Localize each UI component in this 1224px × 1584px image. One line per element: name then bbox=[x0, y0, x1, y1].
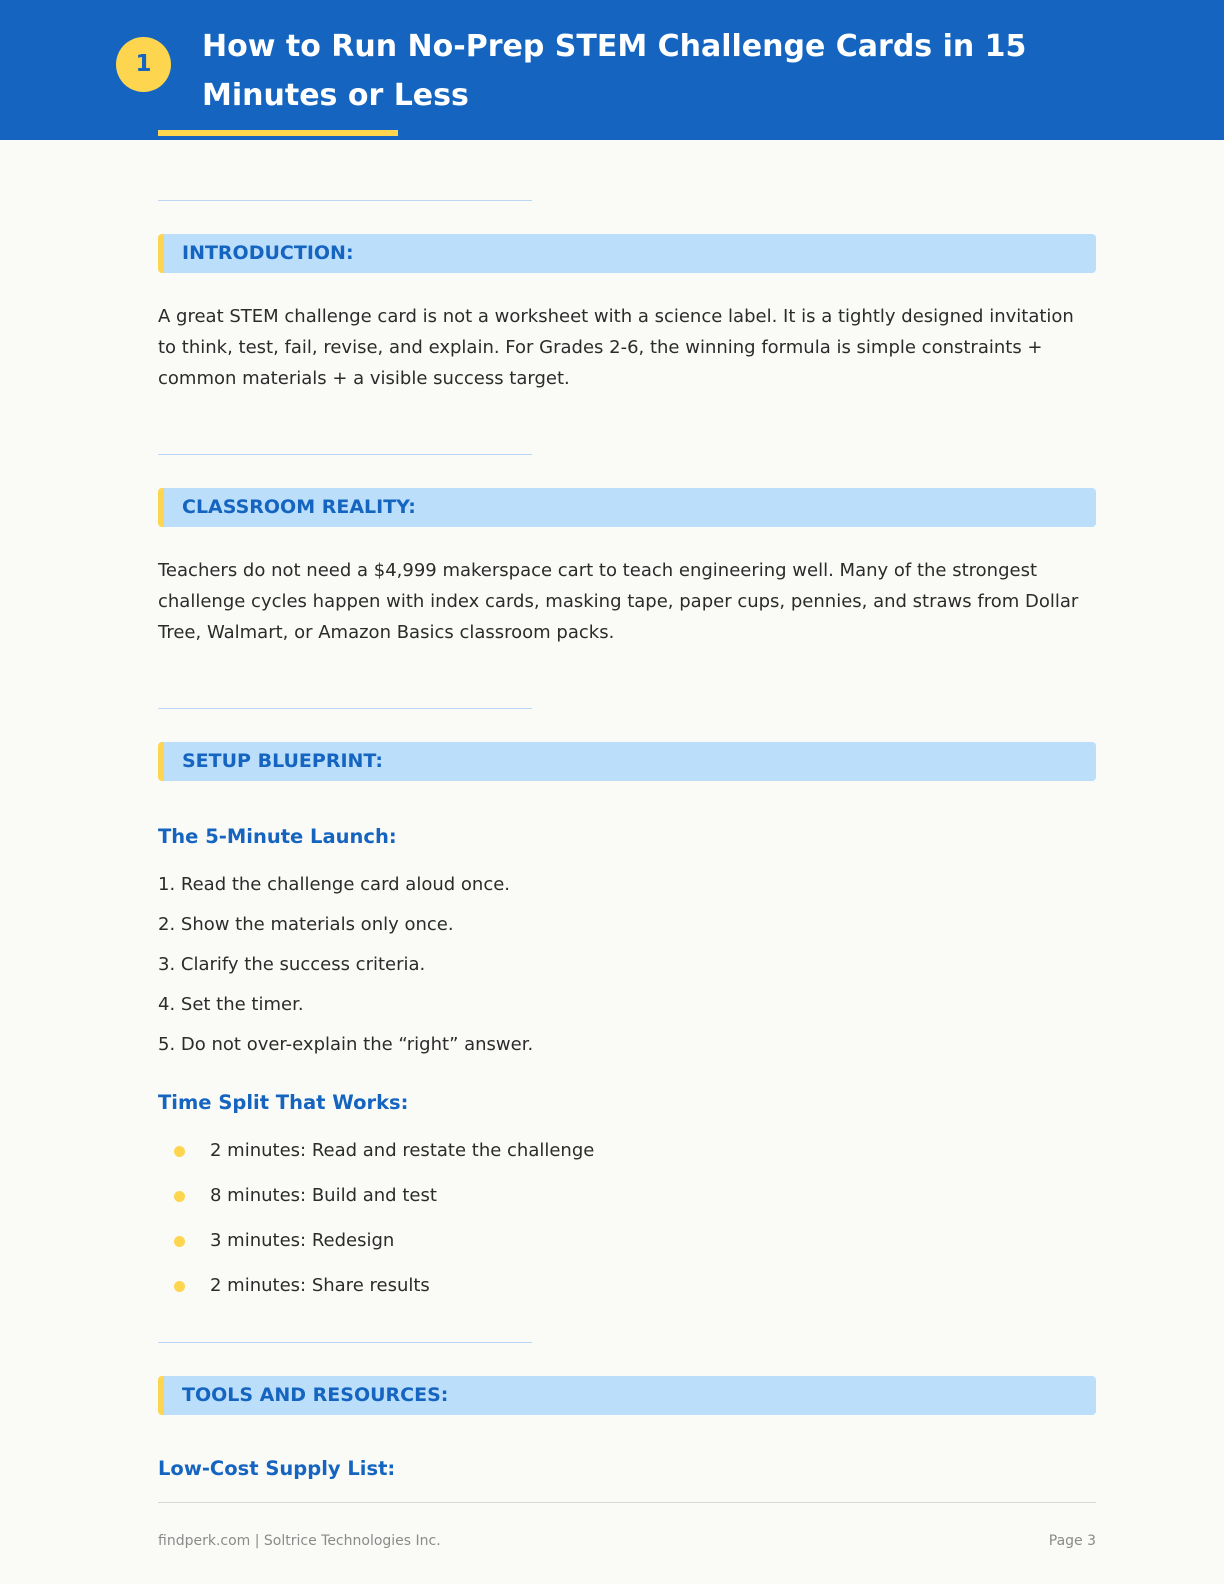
list-item-text: 2 minutes: Read and restate the challenge bbox=[210, 1140, 595, 1161]
list-item bbox=[158, 1272, 1096, 1300]
section-divider bbox=[158, 1342, 532, 1343]
list-item: 4. Set the timer. bbox=[158, 994, 304, 1015]
section-heading-classroom-reality: CLASSROOM REALITY: bbox=[158, 488, 1096, 527]
footer-source: findperk.com | Soltrice Technologies Inc. bbox=[158, 1533, 441, 1549]
list-item-text: 2 minutes: Share results bbox=[210, 1275, 430, 1296]
document-body bbox=[158, 140, 1096, 1483]
launch-subheading: The 5-Minute Launch: bbox=[158, 825, 397, 848]
chapter-number-badge: 1 bbox=[116, 37, 171, 92]
list-item: 3. Clarify the success criteria. bbox=[158, 954, 426, 975]
list-item-text: 8 minutes: Build and test bbox=[210, 1185, 437, 1206]
list-item bbox=[158, 1182, 1096, 1210]
bullet-dot-icon bbox=[174, 1281, 185, 1292]
launch-steps-list bbox=[158, 871, 1096, 1059]
time-split-list bbox=[158, 1137, 1096, 1300]
list-item: 2. Show the materials only once. bbox=[158, 914, 454, 935]
section-heading-introduction: INTRODUCTION: bbox=[158, 234, 1096, 273]
title-accent-bar bbox=[158, 130, 398, 136]
classroom-reality-paragraph: Teachers do not need a $4,999 makerspace cart to teach engineering well. Many of the strongest challenge cycles happen with index cards, masking tape, paper cups, pennies, and straws from Dollar Tree, Walmart, or Amazon Basics classroom packs. bbox=[158, 560, 1079, 643]
section-heading-tools: TOOLS AND RESOURCES: bbox=[158, 1376, 1096, 1415]
introduction-paragraph: A great STEM challenge card is not a worksheet with a science label. It is a tightly designed invitation to think, test, fail, revise, and explain. For Grades 2-6, the winning formula is simple constraints + common materials + a visible success target. bbox=[158, 306, 1074, 389]
footer-divider bbox=[158, 1502, 1096, 1503]
time-split-subheading: Time Split That Works: bbox=[158, 1091, 409, 1114]
bullet-dot-icon bbox=[174, 1191, 185, 1202]
list-item-text: 3 minutes: Redesign bbox=[210, 1230, 395, 1251]
list-item: 5. Do not over-explain the “right” answer. bbox=[158, 1034, 534, 1055]
list-item: 1. Read the challenge card aloud once. bbox=[158, 874, 511, 895]
section-divider bbox=[158, 708, 532, 709]
bullet-dot-icon bbox=[174, 1236, 185, 1247]
list-item bbox=[158, 1227, 1096, 1255]
page-header bbox=[0, 0, 1224, 140]
page-number: Page 3 bbox=[1048, 1533, 1096, 1549]
bullet-dot-icon bbox=[174, 1146, 185, 1157]
page-title: How to Run No-Prep STEM Challenge Cards in 15 Minutes or Less bbox=[202, 29, 1027, 113]
section-divider bbox=[158, 454, 532, 455]
section-divider bbox=[158, 200, 532, 201]
section-heading-setup-blueprint: SETUP BLUEPRINT: bbox=[158, 742, 1096, 781]
supply-list-subheading: Low-Cost Supply List: bbox=[158, 1457, 396, 1480]
list-item bbox=[158, 1137, 1096, 1165]
